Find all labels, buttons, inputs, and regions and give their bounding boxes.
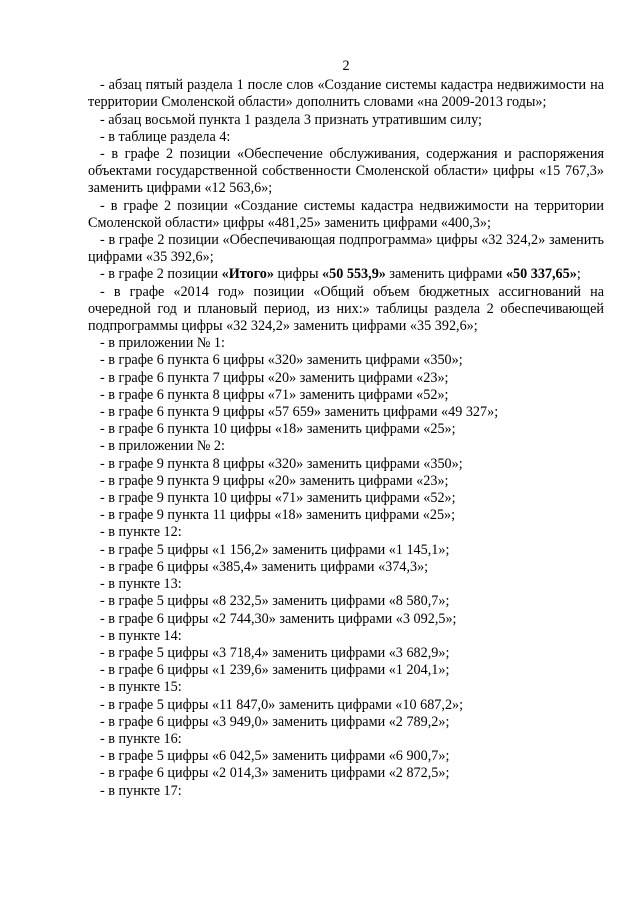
paragraph-4: - в графе 2 позиции «Обеспечение обслуживания, содержания и распоряжения объектами государственной собственности Смоленской области» цифры «15 767,3» заменить цифрами «12 563,6»; — [88, 146, 604, 197]
paragraph-15: - в приложении № 2: — [100, 438, 225, 455]
paragraph-27: - в графе 5 цифры «3 718,4» заменить цифрами «3 682,9»; — [100, 644, 450, 661]
p7-part-g: ; — [576, 266, 581, 283]
paragraph-22: - в графе 6 цифры «385,4» заменить цифрами «374,3»; — [100, 558, 429, 575]
paragraph-34: - в графе 6 цифры «2 014,3» заменить цифрами «2 872,5»; — [100, 765, 450, 782]
paragraph-10: - в графе 6 пункта 6 цифры «320» заменить цифрами «350»; — [100, 352, 463, 369]
paragraph-20: - в пункте 12: — [100, 524, 182, 541]
p7-itogo: «Итого» — [221, 266, 274, 283]
paragraph-12: - в графе 6 пункта 8 цифры «71» заменить цифрами «52»; — [100, 386, 449, 403]
paragraph-1: - абзац пятый раздела 1 после слов «Создание системы кадастра недвижимости на территории Смоленской области» дополнить словами «на 2009-2013 годы»; — [88, 77, 604, 111]
page-number: 2 — [342, 58, 350, 74]
paragraph-28: - в графе 6 цифры «1 239,6» заменить цифрами «1 204,1»; — [100, 662, 450, 679]
paragraph-32: - в пункте 16: — [100, 730, 182, 747]
paragraph-33: - в графе 5 цифры «6 042,5» заменить цифрами «6 900,7»; — [100, 748, 450, 765]
paragraph-2: - абзац восьмой пункта 1 раздела 3 признать утратившим силу; — [100, 111, 482, 128]
paragraph-18: - в графе 9 пункта 10 цифры «71» заменить цифрами «52»; — [100, 490, 456, 507]
paragraph-21: - в графе 5 цифры «1 156,2» заменить цифрами «1 145,1»; — [100, 541, 450, 558]
paragraph-30: - в графе 5 цифры «11 847,0» заменить цифрами «10 687,2»; — [100, 696, 464, 713]
paragraph-14: - в графе 6 пункта 10 цифры «18» заменить цифрами «25»; — [100, 421, 456, 438]
document-page — [88, 58, 604, 800]
paragraph-6: - в графе 2 позиции «Обеспечивающая подпрограмма» цифры «32 324,2» заменить цифрами «35 392,6»; — [88, 232, 604, 266]
p7-part-c: цифры — [273, 266, 323, 283]
paragraph-13: - в графе 6 пункта 9 цифры «57 659» заменить цифрами «49 327»; — [100, 404, 499, 421]
paragraph-31: - в графе 6 цифры «3 949,0» заменить цифрами «2 789,2»; — [100, 713, 450, 730]
paragraph-19: - в графе 9 пункта 11 цифры «18» заменить цифрами «25»; — [100, 507, 456, 524]
paragraph-5: - в графе 2 позиции «Создание системы кадастра недвижимости на территории Смоленской области» цифры «481,25» заменить цифрами «400,3»; — [88, 197, 604, 231]
paragraph-17: - в графе 9 пункта 9 цифры «20» заменить цифрами «23»; — [100, 472, 449, 489]
p7-new-value: «50 337,65» — [505, 266, 577, 283]
paragraph-8: - в графе «2014 год» позиции «Общий объем бюджетных ассигнований на очередной год и плановый период, из них:» таблицы раздела 2 обеспечивающей подпрограммы цифры «32 324,2» заменить цифрами «35 392,6»; — [88, 283, 604, 335]
p7-part-a: - в графе 2 позиции — [100, 266, 222, 283]
paragraph-26: - в пункте 14: — [100, 627, 182, 644]
p7-old-value: «50 553,9» — [322, 266, 386, 283]
paragraph-11: - в графе 6 пункта 7 цифры «20» заменить цифрами «23»; — [100, 369, 449, 386]
paragraph-3: - в таблице раздела 4: — [100, 128, 231, 145]
paragraph-9: - в приложении № 1: — [100, 335, 225, 352]
paragraph-25: - в графе 6 цифры «2 744,30» заменить цифрами «3 092,5»; — [100, 610, 457, 627]
paragraph-16: - в графе 9 пункта 8 цифры «320» заменить цифрами «350»; — [100, 455, 463, 472]
paragraph-23: - в пункте 13: — [100, 576, 182, 593]
paragraph-7 — [88, 266, 604, 283]
paragraph-29: - в пункте 15: — [100, 679, 182, 696]
p7-part-e: заменить цифрами — [385, 266, 506, 283]
paragraph-24: - в графе 5 цифры «8 232,5» заменить цифрами «8 580,7»; — [100, 593, 450, 610]
paragraph-35: - в пункте 17: — [100, 782, 182, 799]
